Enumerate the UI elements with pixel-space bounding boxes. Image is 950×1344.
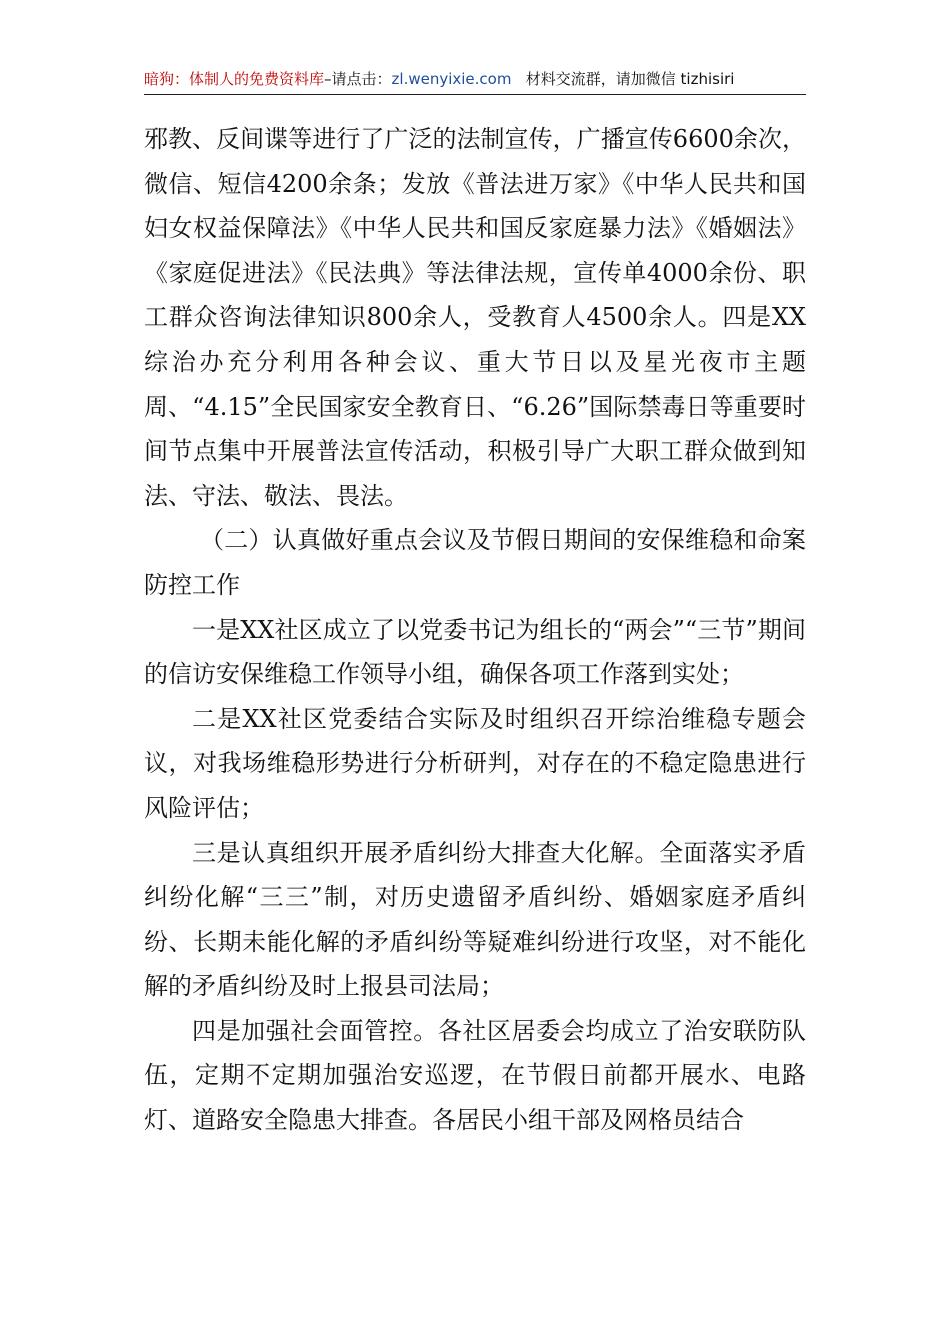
paragraph-item: 四是加强社会面管控。各社区居委会均成立了治安联防队伍，定期不定期加强治安巡逻，在节假日前都开展水、电路灯、道路安全隐患大排查。各居民小组干部及网格员结合	[144, 1016, 806, 1135]
section-heading: （二）认真做好重点会议及节假日期间的安保维稳和命案防控工作	[144, 526, 806, 599]
header-contact: 材料交流群，请加微信 tizhisiri	[525, 70, 735, 88]
header-brand: 暗狗：体制人的免费资料库	[144, 70, 325, 88]
page-header	[144, 66, 806, 92]
paragraph-continuation: 邪教、反间谍等进行了广泛的法制宣传，广播宣传6600余次，微信、短信4200余条；发放《普法进万家》《中华人民共和国妇女权益保障法》《中华人民共和国反家庭暴力法》《婚姻法》《家庭促进法》《民法典》等法律法规，宣传单4000余份、职工群众咨询法律知识800余人，受教育人4500余人。四是XX综治办充分利用各种会议、重大节日以及星光夜市主题周、“4.15”全民国家安全教育日、“6.26”国际禁毒日等重要时间节点集中开展普法宣传活动，积极引导广大职工群众做到知法、守法、敬法、畏法。	[144, 125, 806, 510]
paragraph-item: 二是XX社区党委结合实际及时组织召开综治维稳专题会议，对我场维稳形势进行分析研判，对存在的不稳定隐患进行风险评估；	[144, 704, 806, 822]
header-prompt: –请点击：	[324, 70, 392, 88]
paragraph-item: 一是XX社区成立了以党委书记为组长的“两会”“三节”期间的信访安保维稳工作领导小组，确保各项工作落到实处；	[144, 615, 806, 689]
header-divider	[144, 94, 806, 95]
header-site-link[interactable]: zl.wenyixie.com	[391, 70, 512, 88]
document-body	[144, 117, 806, 1143]
paragraph-item: 三是认真组织开展矛盾纠纷大排查大化解。全面落实矛盾纠纷化解“三三”制，对历史遗留矛盾纠纷、婚姻家庭矛盾纠纷、长期未能化解的矛盾纠纷等疑难纠纷进行攻坚，对不能化解的矛盾纠纷及时上报县司法局；	[144, 838, 806, 1001]
